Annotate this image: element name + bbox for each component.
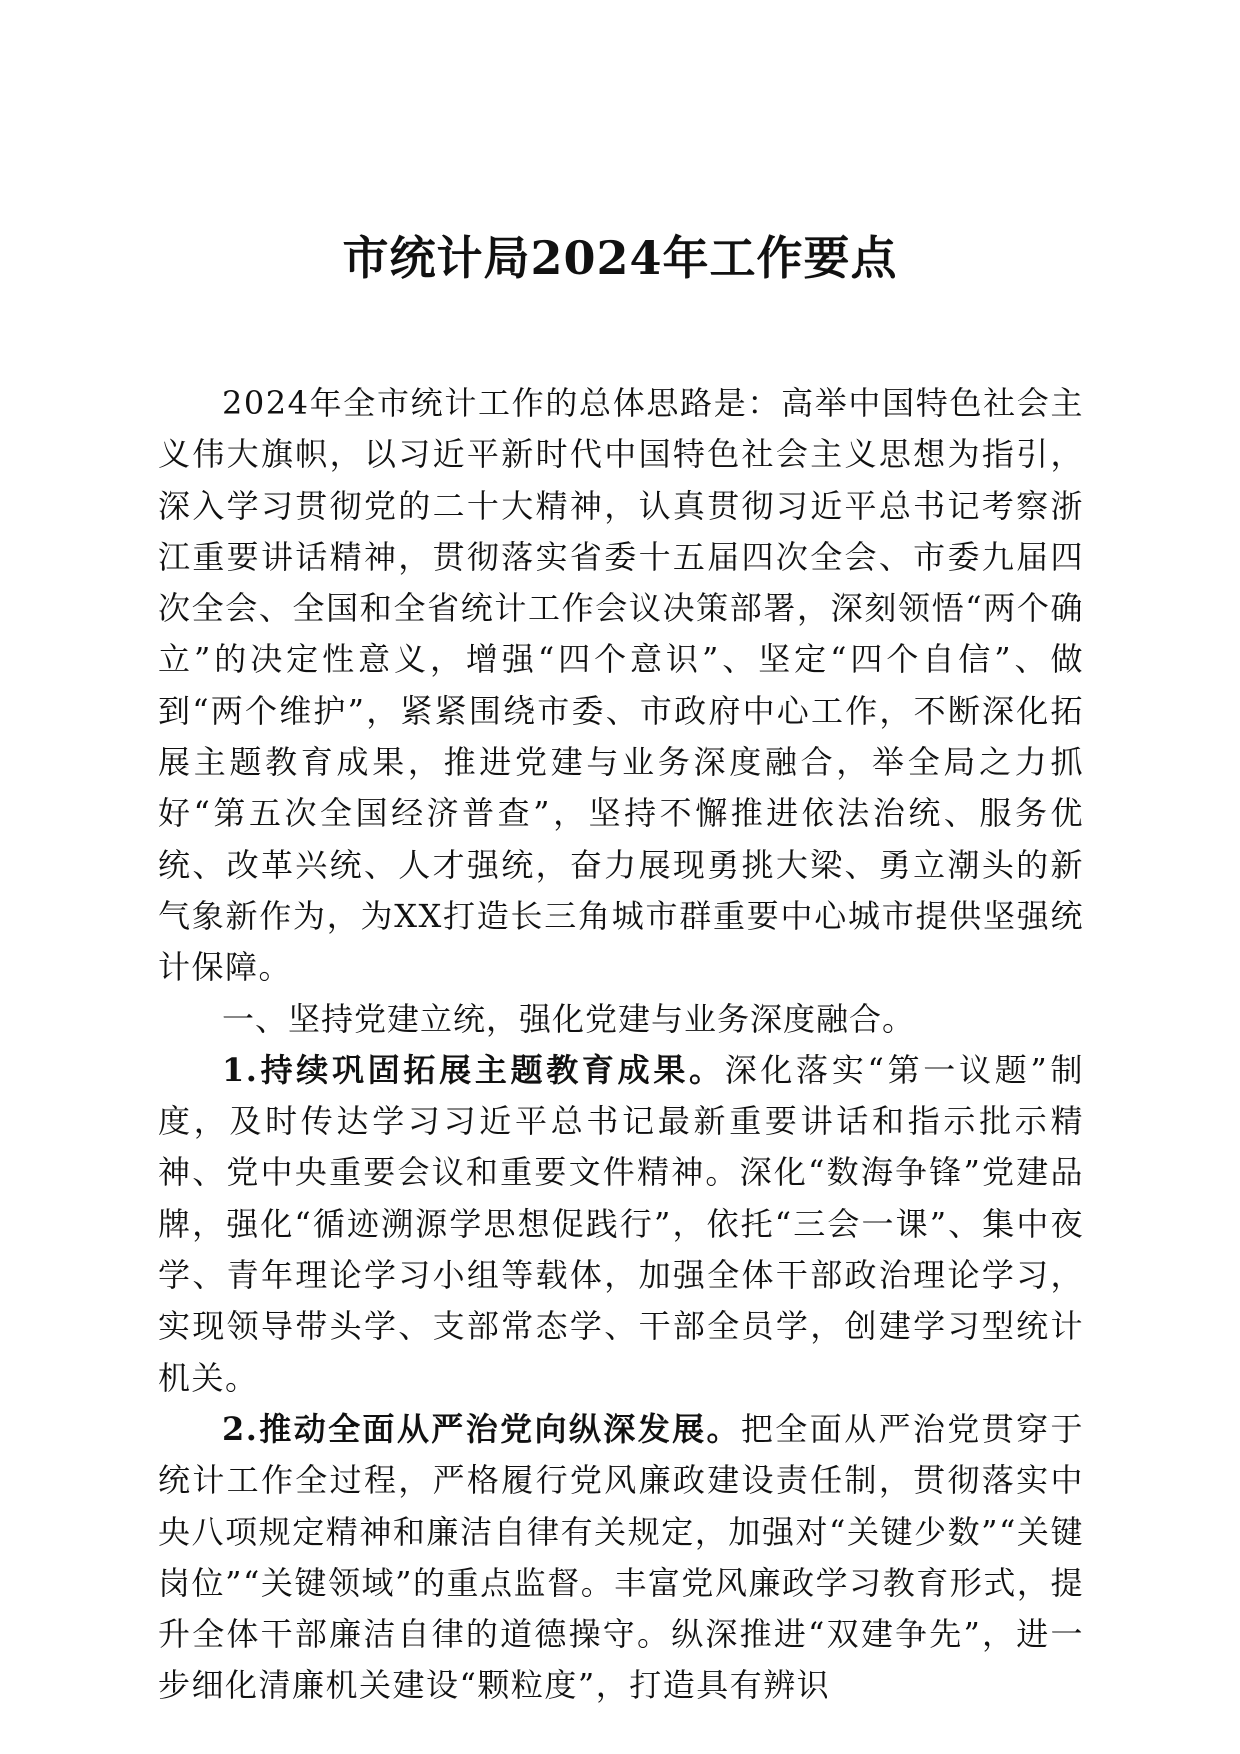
section-heading-1: 一、坚持党建立统，强化党建与业务深度融合。 <box>222 999 916 1038</box>
item-lead-2: 2.推动全面从严治党向纵深发展。 <box>222 1409 741 1448</box>
item-lead-1: 1.持续巩固拓展主题教育成果。 <box>222 1050 725 1089</box>
intro-paragraph: 2024年全市统计工作的总体思路是：高举中国特色社会主义伟大旗帜，以习近平新时代中国特色社会主义思想为指引，深入学习贯彻党的二十大精神，认真贯彻习近平总书记考察浙江重要讲话精神，贯彻落实省委十五届四次全会、市委九届四次全会、全国和全省统计工作会议决策部署，深刻领悟“两个确立”的决定性意义，增强“四个意识”、坚定“四个自信”、做到“两个维护”，紧紧围绕市委、市政府中心工作，不断深化拓展主题教育成果，推进党建与业务深度融合，举全局之力抓好“第五次全国经济普查”，坚持不懈推进依法治统、服务优统、改革兴统、人才强统，奋力展现勇挑大梁、勇立潮头的新气象新作为，为XX打造长三角城市群重要中心城市提供坚强统计保障。 <box>158 384 1084 987</box>
item-paragraph-2 <box>158 1404 1084 1712</box>
item-paragraph-1 <box>158 1045 1084 1404</box>
document-body <box>158 378 1084 1712</box>
item-text-1: 深化落实“第一议题”制度，及时传达学习习近平总书记最新重要讲话和指示批示精神、党中央重要会议和重要文件精神。深化“数海争锋”党建品牌，强化“循迹溯源学思想促践行”，依托“三会一课”、集中夜学、青年理论学习小组等载体，加强全体干部政治理论学习，实现领导带头学、支部常态学、干部全员学，创建学习型统计机关。 <box>158 1050 1084 1397</box>
document-title: 市统计局2024年工作要点 <box>342 231 898 285</box>
item-text-2: 把全面从严治党贯穿于统计工作全过程，严格履行党风廉政建设责任制，贯彻落实中央八项规定精神和廉洁自律有关规定，加强对“关键少数”“关键岗位”“关键领域”的重点监督。丰富党风廉政学习教育形式，提升全体干部廉洁自律的道德操守。纵深推进“双建争先”，进一步细化清廉机关建设“颗粒度”，打造具有辨识 <box>158 1409 1084 1705</box>
